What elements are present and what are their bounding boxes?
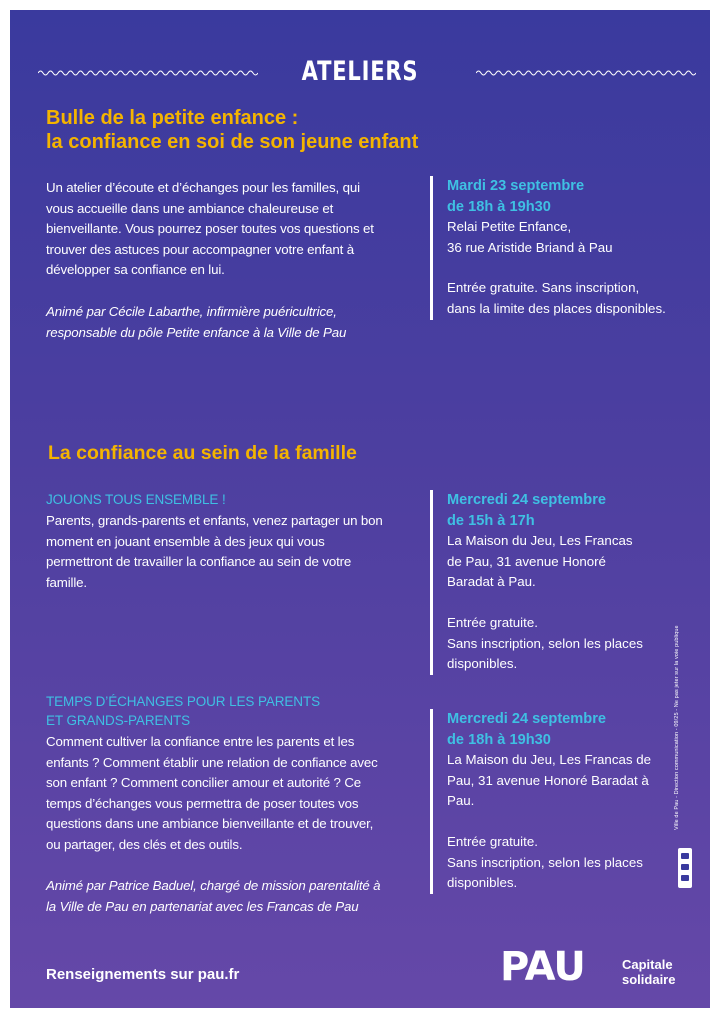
section1-title-line1: Bulle de la petite enfance : xyxy=(46,107,299,129)
section1-title-line2: la confiance en soi de son jeune enfant xyxy=(46,131,419,153)
section1-animator xyxy=(46,302,416,343)
description-line: famille. xyxy=(46,574,87,590)
description-line: permettront de travailler la confiance au sein de votre xyxy=(46,554,352,570)
event-place: Pau, 31 avenue Honoré Baradat à xyxy=(447,772,649,788)
animator-line: Animé par Cécile Labarthe, infirmière puéricultrice, xyxy=(46,304,337,319)
page-title: ATELIERS xyxy=(301,56,419,87)
event-place: de Pau, 31 avenue Honoré xyxy=(447,553,606,569)
event-place: 36 rue Aristide Briand à Pau xyxy=(447,239,613,255)
animator-line: la Ville de Pau en partenariat avec les Francas de Pau xyxy=(46,898,359,914)
recycling-icon xyxy=(678,848,692,888)
wave-divider-right xyxy=(476,69,696,77)
print-credit-text: Ville de Pau - Direction communication - 09/25 - Ne pas jeter sur la voie publique xyxy=(674,625,680,830)
footer-info-link[interactable]: Renseignements sur pau.fr xyxy=(46,966,240,983)
description-line: Parents, grands-parents et enfants, venez partager un bon xyxy=(46,513,383,528)
workshop2-info-box xyxy=(430,709,707,894)
event-date: Mercredi 24 septembre xyxy=(447,711,606,727)
description-line: Un atelier d’écoute et d’échanges pour les familles, qui xyxy=(46,180,360,195)
description-line: son enfant ? Comment concilier amour et autorité ? Ce xyxy=(46,775,362,791)
event-note: Entrée gratuite. xyxy=(447,614,538,630)
description-line: bienveillante. Vous pourrez poser toutes vos questions et xyxy=(46,221,374,237)
event-note: disponibles. xyxy=(447,875,518,891)
workshop1-description xyxy=(46,511,421,593)
animator-line: responsable du pôle Petite enfance à la Ville de Pau xyxy=(46,324,347,340)
event-place: Relai Petite Enfance, xyxy=(447,219,572,235)
pau-logo xyxy=(500,944,700,1000)
event-place: Baradat à Pau. xyxy=(447,574,536,590)
event-place: La Maison du Jeu, Les Francas de xyxy=(447,752,652,768)
section2-title: La confiance au sein de la famille xyxy=(48,442,357,464)
workshop2-description xyxy=(46,732,421,856)
description-line: questions dans une ambiance bienveillante et de trouver, xyxy=(46,816,374,832)
event-place: Pau. xyxy=(447,793,475,809)
logo-tagline-line: Capitale xyxy=(622,957,673,972)
event-time: de 18h à 19h30 xyxy=(447,198,551,215)
description-line: temps d’échanges vous permettra de poser toutes vos xyxy=(46,795,359,811)
event-date: Mardi 23 septembre xyxy=(447,178,585,194)
event-note: disponibles. xyxy=(447,656,518,672)
print-credit xyxy=(674,620,682,830)
description-line: moment en jouant ensemble à des jeux qui vous xyxy=(46,533,325,549)
header xyxy=(10,56,710,90)
subtitle-line: ET GRANDS-PARENTS xyxy=(46,713,191,728)
event-place: La Maison du Jeu, Les Francas xyxy=(447,533,633,549)
section1-info-box xyxy=(430,176,707,320)
description-line: développer sa confiance en lui. xyxy=(46,262,225,278)
animator-line: Animé par Patrice Baduel, chargé de mission parentalité à xyxy=(46,878,381,893)
section1-title xyxy=(46,106,418,154)
workshop1-info-box xyxy=(430,490,707,675)
event-time: de 18h à 19h30 xyxy=(447,731,551,748)
leaflet-page xyxy=(10,10,710,1008)
logo-wordmark: PAU xyxy=(500,944,585,990)
logo-tagline-line: solidaire xyxy=(622,972,676,987)
description-line: vous accueille dans une ambiance chaleureuse et xyxy=(46,200,334,216)
subtitle-line: TEMPS D’ÉCHANGES POUR LES PARENTS xyxy=(46,694,321,709)
event-date: Mercredi 24 septembre xyxy=(447,492,606,508)
event-time: de 15h à 17h xyxy=(447,512,535,529)
event-note: Entrée gratuite. Sans inscription, xyxy=(447,280,640,296)
description-line: enfants ? Comment établir une relation de confiance avec xyxy=(46,754,378,770)
description-line: trouver des astuces pour accompagner votre enfant à xyxy=(46,241,354,257)
event-note: Sans inscription, selon les places xyxy=(447,635,643,651)
event-note: dans la limite des places disponibles. xyxy=(447,300,666,316)
workshop2-subtitle xyxy=(46,692,320,730)
description-line: Comment cultiver la confiance entre les parents et les xyxy=(46,734,355,749)
event-note: Entrée gratuite. xyxy=(447,833,538,849)
description-line: ou partager, des clés et des outils. xyxy=(46,836,243,852)
event-note: Sans inscription, selon les places xyxy=(447,854,643,870)
workshop2-animator xyxy=(46,876,421,917)
logo-tagline xyxy=(622,957,675,987)
workshop1-subtitle: JOUONS TOUS ENSEMBLE ! xyxy=(46,492,226,507)
section1-description xyxy=(46,178,416,281)
